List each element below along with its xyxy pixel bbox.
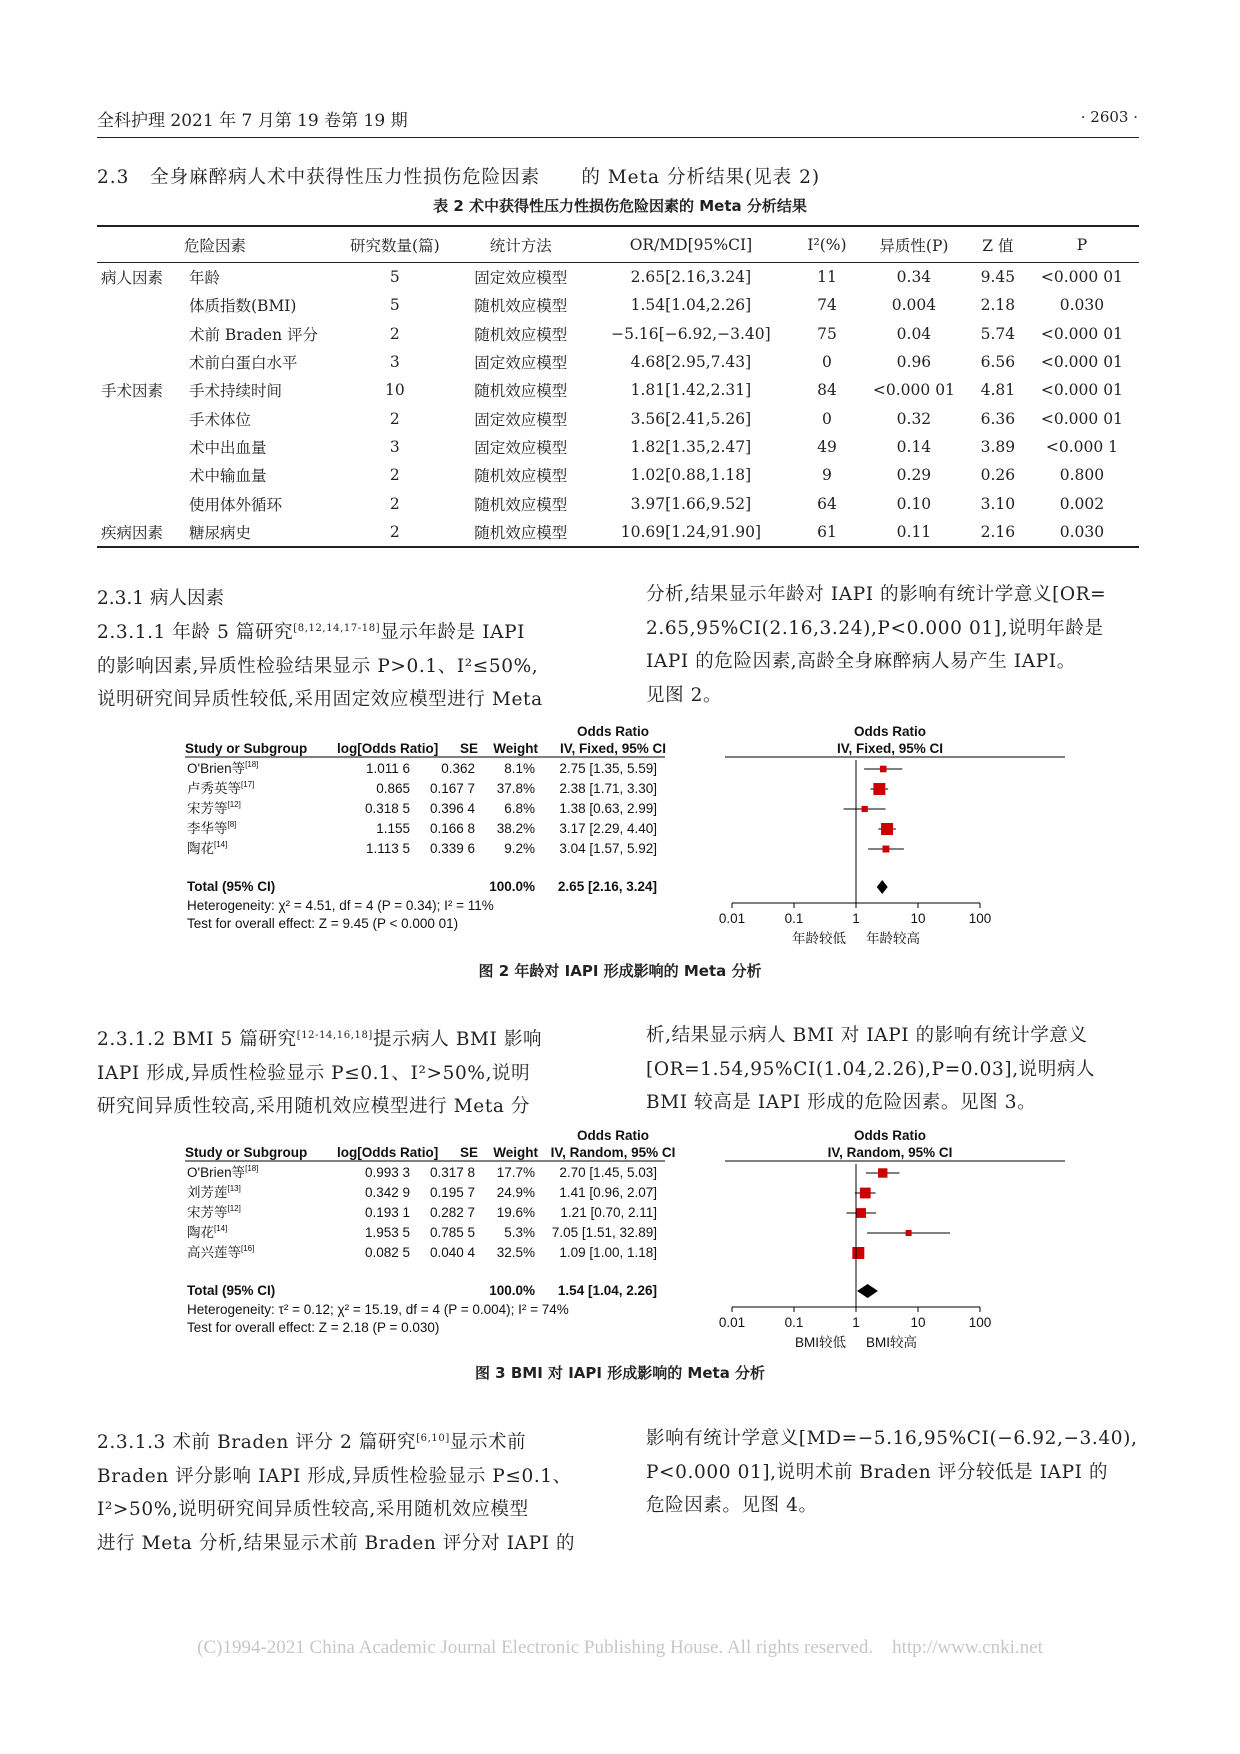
study-citation: [13] [227,1184,241,1193]
cell-group [97,489,185,517]
page-number: · 2603 · [1080,108,1138,126]
cell-i2: 0 [822,353,832,372]
total-ci: 1.54 [1.04, 2.26] [557,1283,657,1298]
braden-paragraph-right [646,1422,1141,1523]
cell-z: 9.45 [980,268,1016,287]
study-label: 刘芳莲 [187,1185,228,1200]
ci-value: 1.41 [0.96, 2.07] [559,1185,657,1200]
x-tick-label: 0.01 [718,911,746,926]
favours-left-label: 年龄较低 [792,931,846,946]
table-row [97,518,1139,547]
overall-effect-text: Test for overall effect: Z = 2.18 (P = 0.030) [187,1320,440,1335]
cell-p: 0.030 [1025,518,1139,547]
text-span: 显示术前 [449,1432,527,1454]
col-header-ci: OR/MD[95%CI] [585,226,797,263]
study-name [187,760,258,776]
text-line: 说明研究间异质性较低,采用固定效应模型进行 Meta [97,689,543,711]
cell-factor: 糖尿病史 [185,518,333,547]
age-paragraph-right [646,578,1141,712]
weight-value: 19.6% [496,1205,535,1220]
study-label: 宋芳等 [187,1205,228,1220]
x-tick-label: 1 [852,911,860,926]
cell-z: 3.10 [980,494,1016,513]
figure-caption-2: 图 2 年龄对 IAPI 形成影响的 Meta 分析 [478,962,762,980]
text-line: 2.65,95%CI(2.16,3.24),P<0.000 01],说明年龄是 [646,617,1104,639]
cell-z: 6.36 [980,409,1016,428]
cell-method: 固定效应模型 [474,438,568,457]
text-line: 分析,结果显示年龄对 IAPI 的影响有统计学意义[OR= [646,584,1107,605]
cell-study-count: 5 [389,296,400,315]
cell-method: 随机效应模型 [474,297,568,316]
total-ci: 2.65 [2.16, 3.24] [557,879,657,894]
cell-i2: 84 [817,381,837,400]
study-marker [878,1168,887,1177]
table-row [97,376,1139,404]
table-row [97,348,1139,376]
log-value: 1.011 6 [365,761,410,776]
study-marker [881,823,893,835]
cell-method: 固定效应模型 [474,354,568,373]
col-header-study: Study or Subgroup [185,741,308,756]
cell-p: <0.000 01 [1040,268,1123,287]
cell-ci: 3.97[1.66,9.52] [630,494,752,513]
col-header-z: Z 值 [971,226,1025,263]
copyright-footer: (C)1994-2021 China Academic Journal Electronic Publishing House. All rights reserved. http://www.cnki.net [197,1637,1043,1658]
cell-factor: 体质指数(BMI) [189,297,297,316]
ci-value: 1.21 [0.70, 2.11] [560,1205,657,1220]
study-name [187,1224,227,1240]
study-citation: [18] [245,760,259,769]
x-tick-label: 0.1 [784,1315,804,1330]
col-header-method-plot: IV, Fixed, 95% CI [836,741,944,756]
text-line: 见图 2。 [646,684,723,706]
risk-factor-table [97,225,1139,548]
study-label: 高兴莲等 [187,1245,241,1260]
col-header-se: SE [459,741,478,756]
se-value: 0.362 [441,761,475,776]
col-header-or: Odds Ratio [576,1128,650,1143]
text-span: 显示年龄是 IAPI [380,622,526,644]
study-marker [860,1188,871,1199]
x-tick-label: 0.01 [718,1315,746,1330]
study-marker [873,783,885,795]
study-label: 李华等 [187,821,228,836]
cell-factor: 手术体位 [189,410,252,429]
study-citation: [18] [245,1164,259,1173]
cell-p: <0.000 01 [1040,324,1123,343]
cell-heterogeneity: 0.04 [896,324,932,343]
weight-value: 8.1% [504,761,535,776]
table-body [97,263,1139,547]
table-row [97,461,1139,489]
cell-ci: 1.82[1.35,2.47] [630,437,752,456]
weight-value: 38.2% [496,821,535,836]
study-marker [882,846,889,853]
col-header-het: 异质性(P) [857,226,971,263]
col-header-method: IV, Fixed, 95% CI [559,741,667,756]
section-title: 2.3 全身麻醉病人术中获得性压力性损伤危险因素 的 Meta 分析结果(见表 2) [97,167,821,188]
ci-value: 7.05 [1.51, 32.89] [551,1225,657,1240]
cell-study-count: 5 [389,268,400,287]
age-paragraph-left [97,612,617,717]
study-name [187,820,236,836]
cell-factor: 术前 Braden 评分 [189,325,318,344]
text-line: 进行 Meta 分析,结果显示术前 Braden 评分对 IAPI 的 [97,1532,576,1554]
cell-group [97,320,185,348]
cell-i2: 0 [822,409,832,428]
table-header-row [97,226,1139,263]
cell-p: 0.002 [1059,494,1105,513]
cell-group: 疾病因素 [97,518,185,547]
col-header-factor: 危险因素 [97,226,333,263]
cell-group [97,291,185,319]
cell-method: 随机效应模型 [474,325,568,344]
overall-effect-text: Test for overall effect: Z = 9.45 (P < 0.000 01) [187,916,459,931]
col-header-or: Odds Ratio [576,724,650,739]
text-span: 2.3.1.1 年龄 5 篇研究 [97,622,294,644]
cell-method: 随机效应模型 [457,518,585,547]
col-header-p: P [1025,226,1139,263]
table-row [97,291,1139,319]
header-rule [97,137,1139,138]
text-line: IAPI 形成,异质性检验显示 P≤0.1、I²>50%,说明 [97,1062,531,1084]
text-line [97,612,617,650]
cell-study-count: 10 [384,381,405,400]
text-span: 2.3.1.2 BMI 5 篇研究 [97,1029,297,1051]
study-marker [852,1247,864,1259]
heterogeneity-text: Heterogeneity: χ² = 4.51, df = 4 (P = 0.34); I² = 11% [187,898,494,913]
se-value: 0.396 4 [429,801,475,816]
study-label: 陶花 [187,1225,214,1240]
col-header-study: Study or Subgroup [185,1145,308,1160]
text-line: 危险因素。见图 4。 [646,1495,818,1516]
col-header-method-plot: IV, Random, 95% CI [827,1145,953,1160]
x-tick-label: 10 [910,911,926,926]
text-line: Braden 评分影响 IAPI 形成,异质性检验显示 P≤0.1、 [97,1465,572,1487]
study-name [187,780,254,796]
cell-method: 随机效应模型 [474,495,568,514]
study-name [187,1204,241,1220]
figure-caption-3: 图 3 BMI 对 IAPI 形成影响的 Meta 分析 [474,1364,766,1382]
total-label: Total (95% CI) [187,1283,276,1298]
cell-p: 0.800 [1059,466,1105,485]
se-value: 0.195 7 [429,1185,475,1200]
study-citation: [16] [241,1244,255,1253]
ci-value: 1.09 [1.00, 1.18] [559,1245,657,1260]
table-row [97,320,1139,348]
cell-factor: 术中出血量 [189,438,267,457]
cell-study-count: 3 [389,353,400,372]
study-label: O'Brien等 [187,1165,246,1180]
study-label: 卢秀英等 [187,781,241,796]
cell-ci: −5.16[−6.92,−3.40] [611,324,771,343]
table-caption: 表 2 术中获得性压力性损伤危险因素的 Meta 分析结果 [433,197,807,215]
table-row [97,404,1139,432]
x-tick-label: 0.1 [784,911,804,926]
text-line: BMI 较高是 IAPI 形成的危险因素。见图 3。 [646,1092,1037,1113]
ci-value: 3.17 [2.29, 4.40] [559,821,657,836]
cell-z: 0.26 [980,466,1016,485]
study-citation: [17] [241,780,255,789]
cell-ci: 1.81[1.42,2.31] [630,381,752,400]
text-line: 研究间异质性较高,采用随机效应模型进行 Meta 分 [97,1096,531,1118]
cell-group [97,461,185,489]
log-value: 1.953 5 [364,1225,410,1240]
col-header-log: log[Odds Ratio] [337,741,439,756]
study-label: 宋芳等 [187,801,228,816]
study-name [187,1164,258,1180]
cell-heterogeneity: 0.10 [896,494,932,513]
table-row [97,433,1139,461]
braden-paragraph-left [97,1422,617,1560]
col-header-method: IV, Random, 95% CI [550,1145,676,1160]
cell-factor: 使用体外循环 [189,495,283,514]
col-header-n: 研究数量(篇) [333,226,457,263]
cell-z: 3.89 [980,437,1016,456]
bmi-paragraph-right [646,1019,1141,1120]
favours-right-label: BMI较高 [866,1335,918,1349]
cell-p: <0.000 01 [1040,381,1123,400]
cell-heterogeneity: 0.11 [857,518,971,547]
study-citation: [14] [214,840,228,849]
weight-value: 6.8% [504,801,535,816]
cell-group: 手术因素 [101,382,164,401]
text-line: [OR=1.54,95%CI(1.04,2.26),P=0.03],说明病人 [646,1058,1096,1080]
cell-factor: 术前白蛋白水平 [189,354,298,373]
se-value: 0.317 8 [429,1165,475,1180]
se-value: 0.339 6 [429,841,475,856]
weight-value: 32.5% [496,1245,535,1260]
weight-value: 24.9% [496,1185,535,1200]
cell-heterogeneity: 0.29 [896,466,932,485]
pooled-diamond [857,1284,878,1298]
cell-i2: 75 [817,324,837,343]
cell-ci: 4.68[2.95,7.43] [630,353,752,372]
cell-method: 随机效应模型 [474,382,568,401]
citation: [8,12,14,17-18] [293,623,381,634]
col-header-method: 统计方法 [457,226,585,263]
col-header-log: log[Odds Ratio] [337,1145,439,1160]
text-span: 2.3.1.3 术前 Braden 评分 2 篇研究 [97,1432,417,1454]
heterogeneity-text: Heterogeneity: τ² = 0.12; χ² = 15.19, df = 4 (P = 0.004); I² = 74% [187,1302,569,1317]
cell-p: <0.000 01 [1040,409,1123,428]
col-header-weight: Weight [493,741,538,756]
cell-heterogeneity: <0.000 01 [872,381,955,400]
cell-group: 病人因素 [101,269,164,288]
forest-plot-bmi [185,1124,1065,1349]
cell-i2: 11 [817,268,837,287]
study-label: 陶花 [187,841,214,856]
study-citation: [12] [227,1204,241,1213]
col-header-se: SE [459,1145,478,1160]
cell-study-count: 3 [389,437,400,456]
text-line [97,1422,617,1460]
col-header-i2: I²(%) [797,226,857,263]
study-citation: [12] [227,800,241,809]
log-value: 0.342 9 [364,1185,410,1200]
text-span: 提示病人 BMI 影响 [372,1029,543,1051]
cell-p: <0.000 01 [1040,353,1123,372]
cell-method: 固定效应模型 [474,269,568,288]
study-marker [856,1208,866,1218]
cell-ci: 2.65[2.16,3.24] [630,268,752,287]
cell-group [97,404,185,432]
col-header-weight: Weight [493,1145,538,1160]
weight-value: 17.7% [496,1165,535,1180]
text-line: 影响有统计学意义[MD=−5.16,95%CI(−6.92,−3.40), [646,1428,1138,1449]
col-header-or-plot: Odds Ratio [853,724,927,739]
cell-i2: 74 [817,296,837,315]
cell-i2: 64 [817,494,837,513]
cell-heterogeneity: 0.004 [891,296,937,315]
cell-i2: 9 [822,466,832,485]
cell-heterogeneity: 0.14 [896,437,932,456]
table-row [97,489,1139,517]
study-label: O'Brien等 [187,761,246,776]
log-value: 0.193 1 [364,1205,410,1220]
journal-header: 全科护理 2021 年 7 月第 19 卷第 19 期 [97,111,408,131]
citation: [12-14,16,18] [296,1030,373,1041]
log-value: 0.993 3 [364,1165,410,1180]
text-line: 析,结果显示病人 BMI 对 IAPI 的影响有统计学意义 [646,1025,1088,1046]
total-weight: 100.0% [489,879,535,894]
log-value: 0.082 5 [364,1245,410,1260]
ci-value: 1.38 [0.63, 2.99] [559,801,657,816]
cell-ci: 1.02[0.88,1.18] [630,466,752,485]
cell-study-count: 2 [333,518,457,547]
favours-left-label: BMI较低 [794,1335,846,1349]
cell-study-count: 2 [389,409,400,428]
text-line: I²>50%,说明研究间异质性较高,采用随机效应模型 [97,1499,529,1521]
study-name [187,1244,254,1260]
se-value: 0.785 5 [429,1225,475,1240]
total-weight: 100.0% [489,1283,535,1298]
cell-factor: 年龄 [189,269,221,288]
subsection-heading: 2.3.1 病人因素 [97,588,224,609]
study-marker [906,1230,912,1236]
pooled-diamond [877,880,888,894]
ci-value: 2.75 [1.35, 5.59] [559,761,657,776]
study-name [187,840,227,856]
text-line: 的影响因素,异质性检验结果显示 P>0.1、I²≤50%, [97,655,539,677]
cell-z: 2.16 [971,518,1025,547]
cell-i2: 49 [817,437,837,456]
favours-right-label: 年龄较高 [866,931,920,946]
text-line [97,1019,617,1057]
cell-ci: 3.56[2.41,5.26] [630,409,752,428]
cell-heterogeneity: 0.32 [896,409,932,428]
study-name [187,1184,241,1200]
cell-z: 2.18 [980,296,1016,315]
cell-ci: 1.54[1.04,2.26] [630,296,752,315]
se-value: 0.040 4 [429,1245,475,1260]
cell-group [97,348,185,376]
weight-value: 9.2% [504,841,535,856]
se-value: 0.166 8 [429,821,475,836]
cell-study-count: 2 [389,494,400,513]
cell-method: 随机效应模型 [474,467,568,486]
cell-p: <0.000 1 [1045,437,1118,456]
cell-z: 4.81 [980,381,1016,400]
cell-heterogeneity: 0.96 [896,353,932,372]
log-value: 0.865 [376,781,410,796]
study-citation: [14] [214,1224,228,1233]
cell-group [97,433,185,461]
text-line: P<0.000 01],说明术前 Braden 评分较低是 IAPI 的 [646,1461,1109,1483]
se-value: 0.282 7 [429,1205,475,1220]
study-marker [880,766,887,773]
log-value: 1.155 [376,821,410,836]
col-header-or-plot: Odds Ratio [853,1128,927,1143]
x-tick-label: 100 [968,1315,992,1330]
ci-value: 2.70 [1.45, 5.03] [559,1165,657,1180]
cell-z: 5.74 [980,324,1016,343]
ci-value: 3.04 [1.57, 5.92] [559,841,657,856]
study-citation: [8] [227,820,237,829]
cell-z: 6.56 [980,353,1016,372]
log-value: 1.113 5 [365,841,410,856]
cell-factor: 术中输血量 [189,467,267,486]
weight-value: 5.3% [504,1225,535,1240]
cell-ci: 10.69[1.24,91.90] [585,518,797,547]
bmi-paragraph-left [97,1019,617,1124]
forest-plot-age [185,720,1065,950]
x-tick-label: 1 [852,1315,860,1330]
ci-value: 2.38 [1.71, 3.30] [559,781,657,796]
x-tick-label: 10 [910,1315,926,1330]
se-value: 0.167 7 [429,781,475,796]
log-value: 0.318 5 [364,801,410,816]
cell-heterogeneity: 0.34 [896,268,932,287]
total-label: Total (95% CI) [187,879,276,894]
weight-value: 37.8% [496,781,535,796]
x-tick-label: 100 [968,911,992,926]
cell-method: 固定效应模型 [474,410,568,429]
table-row [97,263,1139,292]
text-line: IAPI 的危险因素,高龄全身麻醉病人易产生 IAPI。 [646,651,1076,672]
cell-p: 0.030 [1059,296,1105,315]
citation: [6,10] [416,1433,450,1444]
cell-factor: 手术持续时间 [189,382,283,401]
study-name [187,800,241,816]
cell-study-count: 2 [389,324,400,343]
cell-study-count: 2 [389,466,400,485]
study-marker [862,806,868,812]
cell-i2: 61 [797,518,857,547]
